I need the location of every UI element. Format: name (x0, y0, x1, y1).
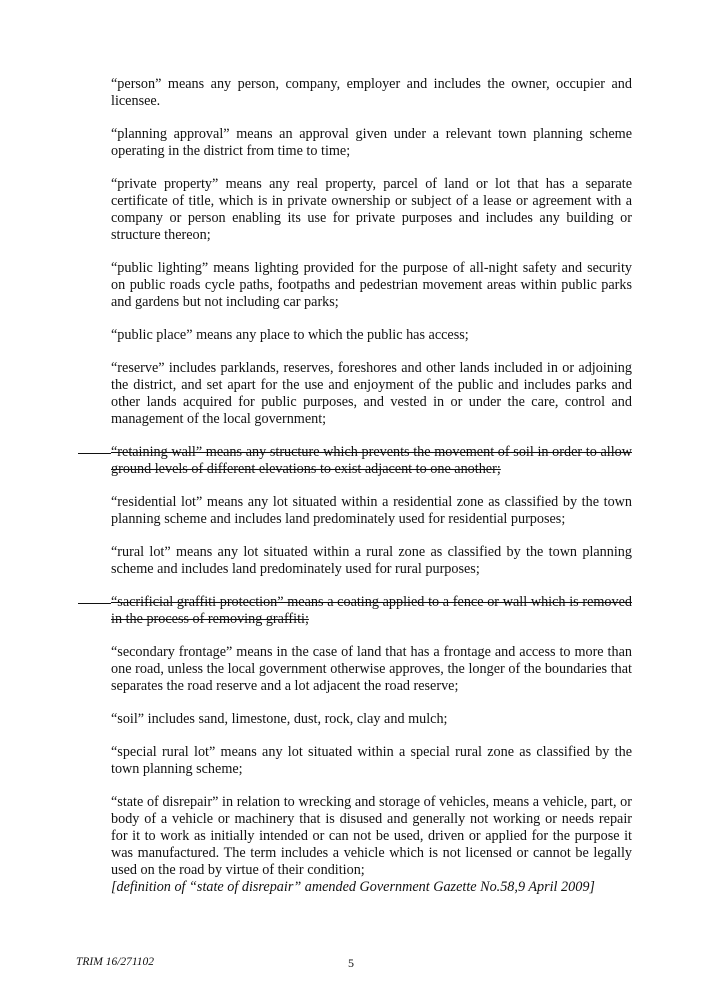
footer-page-number: 5 (348, 956, 354, 970)
definition-private-property (111, 176, 632, 244)
footer-trim-reference: TRIM 16/271102 (76, 956, 155, 968)
strikethrough-mark (78, 453, 111, 454)
definition-text: “retaining wall” means any structure which prevents the movement of soil in order to allow ground levels of different elevations to exist adjacent to one another; (111, 444, 632, 477)
definition-person (111, 76, 632, 110)
definition-text: “public lighting” means lighting provided for the purpose of all-night safety and security on public roads cycle paths, footpaths and pedestrian movement areas within public parks and gardens but not including car parks; (111, 260, 632, 310)
strikethrough-mark (78, 603, 111, 604)
definition-text: “state of disrepair” in relation to wrecking and storage of vehicles, means a vehicle, part, or body of a vehicle or machinery that is disused and generally not working or needs repair for it to work as initially intended or can not be used, driven or applied for the purpose it was manufactured. The term includes a vehicle which is not licensed or cannot be legally used on the road by virtue of their condition; (111, 794, 632, 878)
definition-public-lighting (111, 260, 632, 311)
definition-text: “private property” means any real property, parcel of land or lot that has a separate certificate of title, which is in private ownership or subject of a lease or agreement with a company or person enabling its use for private purposes and includes any building or structure thereon; (111, 176, 632, 243)
definition-planning-approval (111, 126, 632, 160)
definition-text: “residential lot” means any lot situated within a residential zone as classified by the town planning scheme and includes land predominately used for residential purposes; (111, 494, 632, 527)
definition-text: “special rural lot” means any lot situated within a special rural zone as classified by the town planning scheme; (111, 744, 632, 777)
definition-retaining-wall-deleted (111, 444, 632, 478)
definition-text: “soil” includes sand, limestone, dust, rock, clay and mulch; (111, 711, 448, 727)
definition-rural-lot (111, 544, 632, 578)
document-body (111, 76, 632, 912)
definition-special-rural-lot (111, 744, 632, 778)
definition-text: “secondary frontage” means in the case of land that has a frontage and access to more than one road, unless the local government otherwise approves, the longer of the boundaries that separates the road reserve and a lot adjacent the road reserve; (111, 644, 632, 694)
definition-text: “public place” means any place to which the public has access; (111, 327, 469, 343)
definition-text: “person” means any person, company, employer and includes the owner, occupier and licensee. (111, 76, 632, 109)
definition-reserve (111, 360, 632, 428)
definition-sacrificial-graffiti-deleted (111, 594, 632, 628)
amendment-note: [definition of “state of disrepair” amended Government Gazette No.58,9 April 2009] (111, 879, 595, 895)
definition-secondary-frontage (111, 644, 632, 695)
definition-text: “planning approval” means an approval given under a relevant town planning scheme operating in the district from time to time; (111, 126, 632, 159)
definition-text: “reserve” includes parklands, reserves, foreshores and other lands included in or adjoining the district, and set apart for the use and enjoyment of the public and includes parks and other lands acquired for public purposes, and vested in or under the care, control and management of the local government; (111, 360, 632, 427)
definition-text: “sacrificial graffiti protection” means a coating applied to a fence or wall which is removed in the process of removing graffiti; (111, 594, 632, 627)
definition-soil (111, 711, 632, 728)
definition-text: “rural lot” means any lot situated within a rural zone as classified by the town planning scheme and includes land predominately used for rural purposes; (111, 544, 632, 577)
definition-residential-lot (111, 494, 632, 528)
definition-public-place (111, 327, 632, 344)
definition-state-of-disrepair (111, 794, 632, 896)
